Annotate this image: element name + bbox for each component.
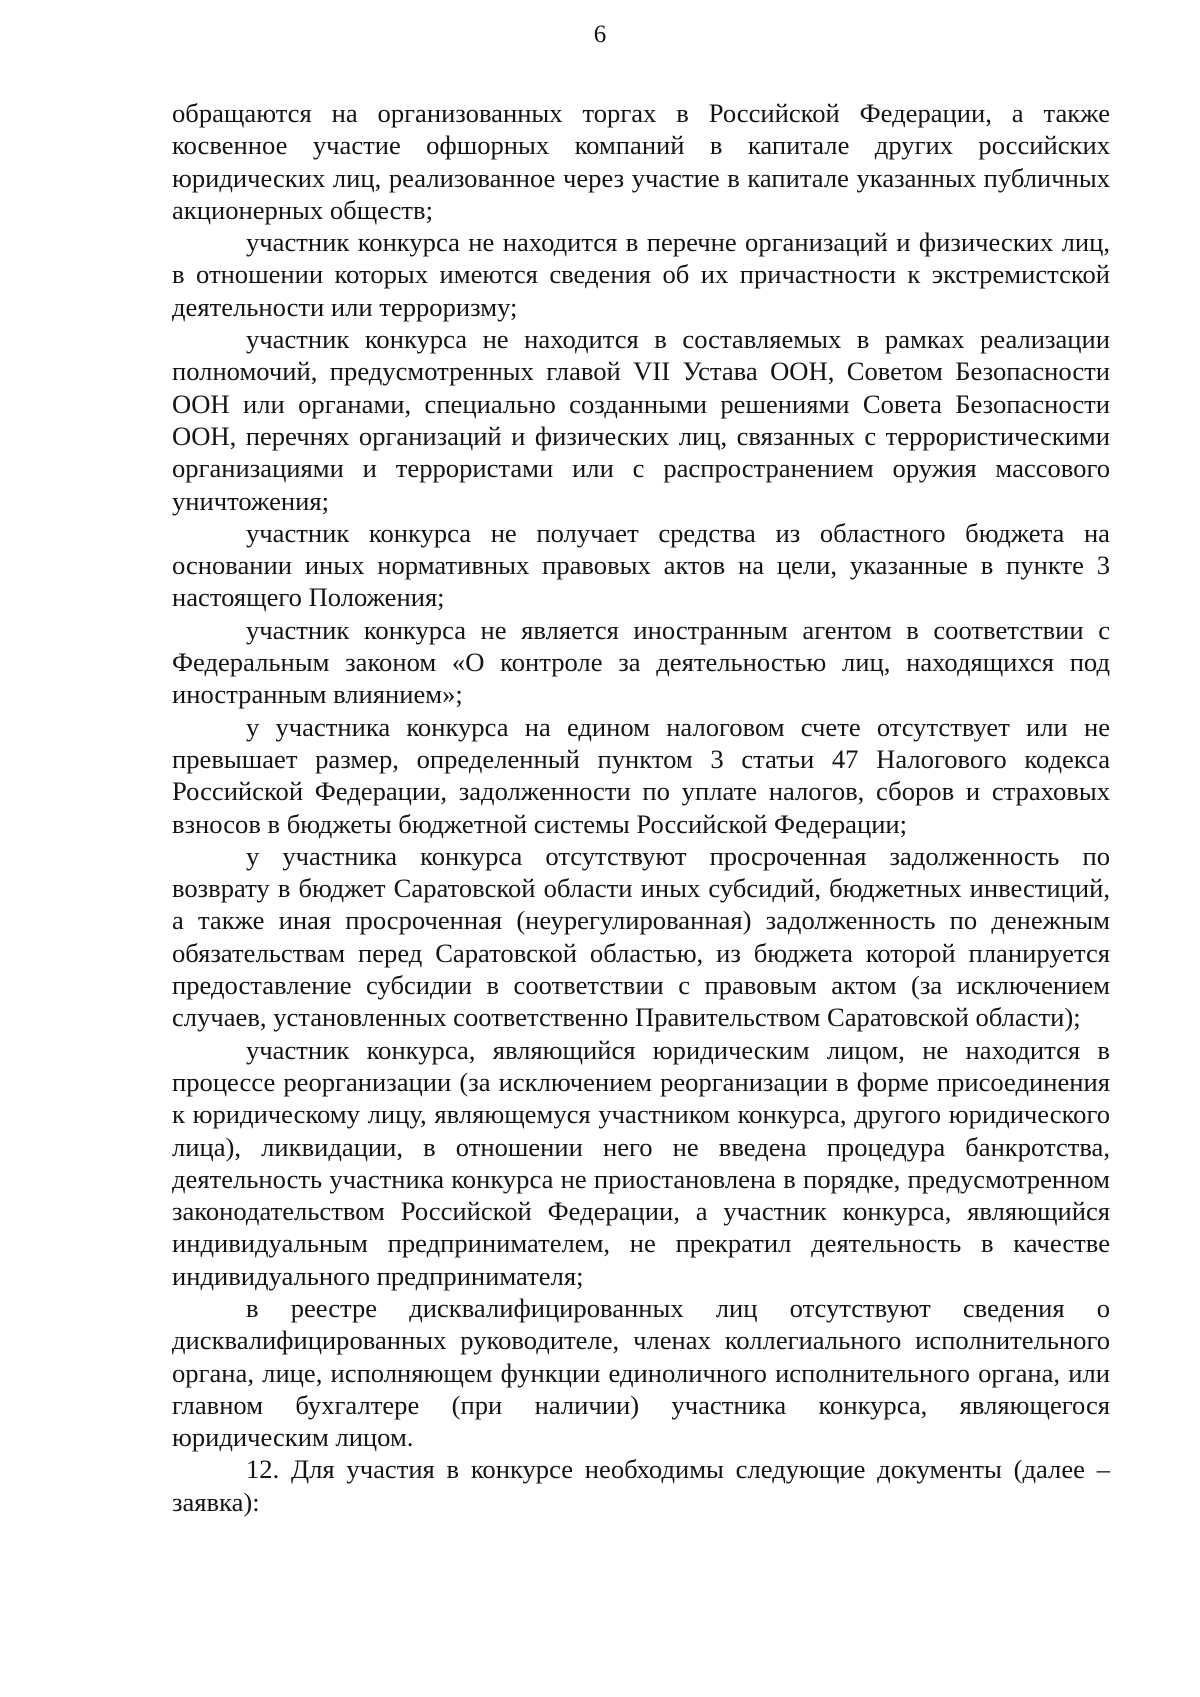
paragraph-overdue-debt: у участника конкурса отсутствуют просроченная задолженность по возврату в бюджет Саратовской области иных субсидий, бюджетных инвестиций, а также иная просроченная (неурегулированная) задолженность по денежным обязательствам перед Саратовской областью, из бюджета которой планируется предоставление субсидии в соответствии с правовым актом (за исключением случаев, установленных соответственно Правительством Саратовской области); <box>172 840 1110 1033</box>
paragraph-item-12: 12. Для участия в конкурсе необходимы следующие документы (далее – заявка): <box>172 1454 1110 1517</box>
paragraph-regional-budget: участник конкурса не получает средства из областного бюджета на основании иных нормативных правовых актов на цели, указанные в пункте 3 настоящего Положения; <box>172 517 1110 613</box>
page-number: 6 <box>593 21 607 48</box>
paragraph-foreign-agent: участник конкурса не является иностранным агентом в соответствии с Федеральным законом «О контроле за деятельностью лиц, находящихся под иностранным влиянием»; <box>172 614 1110 710</box>
paragraph-tax-debt: у участника конкурса на едином налоговом счете отсутствует или не превышает размер, определенный пунктом 3 статьи 47 Налогового кодекса Российской Федерации, задолженности по уплате налогов, сборов и страховых взносов в бюджеты бюджетной системы Российской Федерации; <box>172 711 1110 839</box>
paragraph-un-security-council: участник конкурса не находится в составляемых в рамках реализации полномочий, предусмотренных главой VII Устава ООН, Советом Безопасности ООН или органами, специально созданными решениями Совета Безопасности ООН, перечнях организаций и физических лиц, связанных с террористическими организациями и террористами или с распространением оружия массового уничтожения; <box>172 324 1110 516</box>
paragraph-disqualified-registry: в реестре дисквалифицированных лиц отсутствуют сведения о дисквалифицированных руководителе, членах коллегиального исполнительного органа, лице, исполняющем функции единоличного исполнительного органа, или главном бухгалтере (при наличии) участника конкурса, являющегося юридическим лицом. <box>172 1292 1110 1453</box>
paragraph-continuation: обращаются на организованных торгах в Российской Федерации, а также косвенное участие офшорных компаний в капитале других российских юридических лиц, реализованное через участие в капитале указанных публичных акционерных обществ; <box>172 98 1110 225</box>
paragraph-extremism-list: участник конкурса не находится в перечне организаций и физических лиц, в отношении которых имеются сведения об их причастности к экстремистской деятельности или терроризму; <box>172 227 1110 322</box>
paragraph-reorganization: участник конкурса, являющийся юридическим лицом, не находится в процессе реорганизации (за исключением реорганизации в форме присоединения к юридическому лицу, являющемуся участником конкурса, другого юридического лица), ликвидации, в отношении него не введена процедура банкротства, деятельность участника конкурса не приостановлена в порядке, предусмотренном законодательством Российской Федерации, а участник конкурса, являющийся индивидуальным предпринимателем, не прекратил деятельность в качестве индивидуального предпринимателя; <box>172 1034 1110 1291</box>
document-body <box>172 97 1110 1518</box>
